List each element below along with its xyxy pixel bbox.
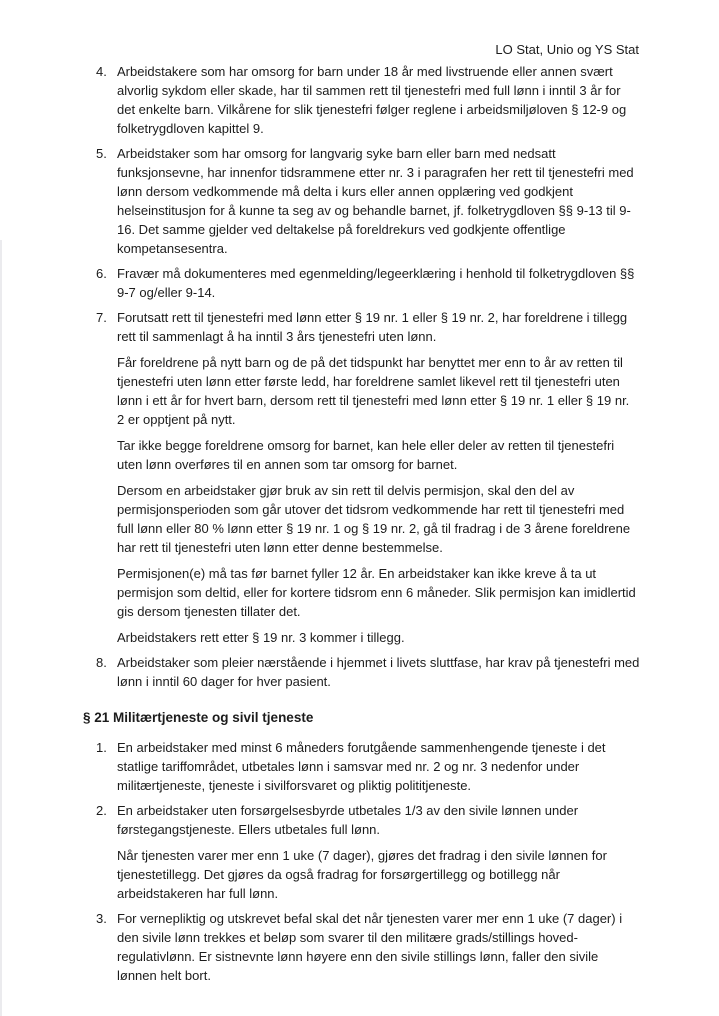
paragraph-text: For vernepliktig og utskrevet befal skal det når tjenesten varer mer enn 1 uke (7 dager) i den sivile lønn trekkes et beløp som svarer til den militære grads/stillings hoved-regulativlønn. Er sistnevnte lønn høyere enn den sivile stillings lønn, faller den sivile lønnen helt bort. (117, 911, 623, 983)
paragraph-text: Fravær må dokumenteres med egenmelding/legeerklæring i henhold til folketrygdloven §§ 9-7 og/eller 9-14. (117, 266, 635, 300)
list-item-number: 5. (96, 146, 107, 161)
list-item-number: 2. (96, 803, 107, 818)
list-item-number: 7. (96, 310, 107, 325)
paragraph-text: Arbeidstaker som pleier nærstående i hjemmet i livets sluttfase, har krav på tjenestefri med lønn i inntil 60 dager for hver pasient. (117, 655, 640, 689)
list-item-body (117, 653, 640, 691)
list-item-number: 1. (96, 740, 107, 755)
paragraph-text: Dersom en arbeidstaker gjør bruk av sin rett til delvis permisjon, skal den del av permisjonsperioden som går utover det tidsrom vedkommende har rett til tjenestefri med full lønn eller 80 % lønn etter § 19 nr. 1 og § 19 nr. 2, gå til fradrag i de 3 årene foreldrene har rett til tjenestefri uten lønn etter denne bestemmelse. (117, 483, 631, 555)
scan-edge-artifact (0, 240, 2, 1016)
document-content (83, 62, 640, 991)
paragraph-text: En arbeidstaker med minst 6 måneders forutgående sammenhengende tjeneste i det statlige tariffområdet, utbetales lønn i samsvar med nr. 2 og nr. 3 nedenfor under militærtjeneste, tjeneste i sivilforsvaret og pliktig polititjeneste. (117, 740, 606, 793)
section-heading-21: § 21 Militærtjeneste og sivil tjeneste (83, 710, 314, 725)
page-header-parties: LO Stat, Unio og YS Stat (495, 42, 639, 57)
list-item-body (117, 308, 640, 647)
list-item-6 (83, 264, 640, 302)
paragraph-text: Forutsatt rett til tjenestefri med lønn etter § 19 nr. 1 eller § 19 nr. 2, har foreldrene i tillegg rett til sammenlagt å ha inntil 3 års tjenestefri uten lønn. (117, 310, 628, 344)
list-item-5 (83, 144, 640, 258)
list-item-body (117, 801, 640, 903)
paragraph-text: Permisjonen(e) må tas før barnet fyller 12 år. En arbeidstaker kan ikke kreve å ta ut permisjon som deltid, eller for kortere tidsrom enn 6 måneder. Slik permisjon kan imidlertid gis dersom tjenesten tillater det. (117, 566, 636, 619)
paragraph-text: Arbeidstakers rett etter § 19 nr. 3 kommer i tillegg. (117, 630, 405, 645)
list-item-body (117, 144, 640, 258)
list-item-8 (83, 653, 640, 691)
paragraph-text: Får foreldrene på nytt barn og de på det tidspunkt har benyttet mer enn to år av retten til tjenestefri uten lønn etter første ledd, har foreldrene samlet likevel rett til tjenestefri uten lønn i ett år for hvert barn, dersom rett til tjenestefri med lønn etter § 19 nr. 1 eller § 19 nr. 2 er opptjent på nytt. (117, 355, 630, 427)
paragraph-text: En arbeidstaker uten forsørgelsesbyrde utbetales 1/3 av den sivile lønnen under førstegangstjeneste. Ellers utbetales full lønn. (117, 803, 579, 837)
list-item-number: 4. (96, 64, 107, 79)
list-item-body (117, 738, 640, 795)
list-item-21-3 (83, 909, 640, 985)
list-item-number: 6. (96, 266, 107, 281)
list-item-number: 8. (96, 655, 107, 670)
paragraph-text: Arbeidstaker som har omsorg for langvarig syke barn eller barn med nedsatt funksjonsevne, har innenfor tidsrammene etter nr. 3 i paragrafen her rett til tjenestefri med lønn dersom vedkommende må delta i kurs eller annen opplæring ved godkjent helseinstitusjon for å kunne ta seg av og behandle barnet, jf. folketrygdloven §§ 9-13 til 9-16. Det samme gjelder ved deltakelse på foreldrekurs ved godkjente offentlige kompetansesentra. (117, 146, 634, 256)
list-item-21-1 (83, 738, 640, 795)
list-item-7 (83, 308, 640, 647)
list-item-body (117, 62, 640, 138)
paragraph-text: Arbeidstakere som har omsorg for barn under 18 år med livstruende eller annen svært alvorlig sykdom eller skade, har til sammen rett til tjenestefri med full lønn i inntil 3 år for det enkelte barn. Vilkårene for slik tjenestefri følger reglene i arbeidsmiljøloven § 12-9 og folketrygdloven kapittel 9. (117, 64, 627, 136)
list-item-body (117, 909, 640, 985)
list-item-number: 3. (96, 911, 107, 926)
list-item-21-2 (83, 801, 640, 903)
list-item-body (117, 264, 640, 302)
list-item-4 (83, 62, 640, 138)
paragraph-text: Tar ikke begge foreldrene omsorg for barnet, kan hele eller deler av retten til tjenestefri uten lønn overføres til en annen som tar omsorg for barnet. (117, 438, 615, 472)
paragraph-text: Når tjenesten varer mer enn 1 uke (7 dager), gjøres det fradrag i den sivile lønnen for tjenestetillegg. Det gjøres da også fradrag for forsørgertillegg og botillegg når arbeidstakeren har full lønn. (117, 848, 607, 901)
